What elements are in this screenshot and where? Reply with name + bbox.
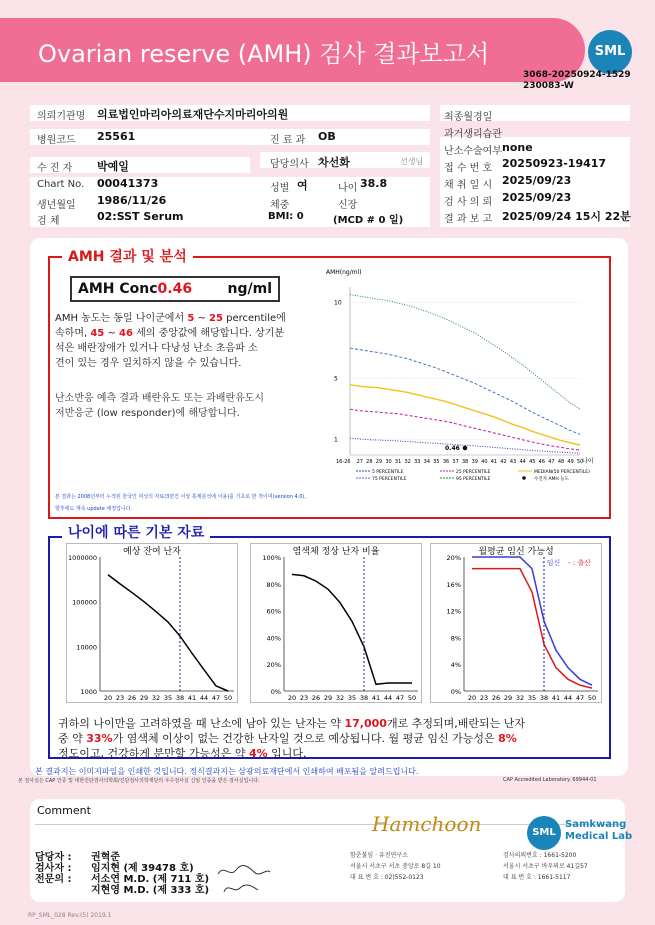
y-tick-label: 1000000 [68, 554, 97, 562]
legend-label: 75 PERCENTILE [372, 477, 407, 482]
amh-conc-label: AMH Conc [78, 281, 158, 297]
staff-name: 임지현 (제 39478 호) [91, 863, 194, 874]
x-tick-label: 41 [187, 694, 197, 702]
height-label: 신장 [338, 200, 358, 211]
doc-number [523, 70, 631, 92]
patient-point [463, 446, 468, 451]
age-low: 45 [90, 328, 105, 339]
y-tick-label: 100% [262, 554, 281, 562]
x-tick-label: 40 [481, 459, 488, 465]
x-tick-label: 35 [347, 694, 357, 702]
y-tick-label: 20% [446, 554, 461, 562]
x-tick-label: 16-26 [336, 459, 351, 465]
x-tick-label: 23 [299, 694, 309, 702]
accession-label: 접 수 번 호 [444, 163, 493, 174]
amh-note-2: 향후에도 계속 update 예정입니다. [55, 506, 133, 512]
x-tick-label: 36 [442, 459, 450, 465]
specimen-value: 02:SST Serum [97, 210, 184, 223]
x-tick-label: 20 [467, 694, 477, 702]
x-tick-label: 29 [503, 694, 513, 702]
series-line [350, 295, 580, 410]
x-tick-label: 44 [199, 694, 209, 702]
x-tick-label: 29 [139, 694, 149, 702]
x-tick-label: 50 [407, 694, 417, 702]
legend-point-swatch [522, 476, 526, 480]
legend-label: 95 PERCENTILE [456, 477, 491, 482]
legend-label: MEDIAN(50 PERCENTILE) [534, 470, 590, 475]
chart-title: 염색체 정상 난자 비율 [292, 547, 380, 557]
dob-label: 생년월일 [37, 200, 76, 211]
sml-tel: 검사의뢰번호 : 1661-5200 [503, 852, 577, 859]
difficulty-label: 난소수술여부 [444, 146, 502, 157]
legend-pregnancy: - 임신 [542, 559, 561, 567]
signature-image [214, 860, 274, 900]
doc-number-1: 3068-20250924-1529 [523, 70, 631, 80]
x-tick-label: 30 [385, 459, 392, 465]
x-tick-label: 20 [103, 694, 113, 702]
dept-value: OB [318, 130, 336, 143]
y-tick-label: 60% [266, 607, 281, 616]
x-tick-label: 29 [375, 459, 383, 465]
normal-pct-value: 33% [86, 732, 113, 745]
amh-conc-value: 0.46 [157, 281, 193, 297]
chart-frame [251, 544, 422, 703]
y-tick-label: 10000 [76, 643, 97, 652]
x-tick-label: 47 [548, 459, 555, 465]
sex-label: 성별 [270, 183, 290, 194]
specimen-label: 검 체 [37, 216, 60, 227]
past-history-label: 과거생리습관 [444, 129, 502, 140]
x-tick-label: 45 [529, 459, 536, 465]
report-value: 2025/09/24 15시 22분 [502, 210, 631, 223]
hamchoon-reg: 함춘불임 · 유전연구소 [350, 852, 408, 859]
x-tick-label: 32 [151, 694, 161, 702]
y-tick-label: 100000 [72, 598, 97, 607]
mcd: (MCD # 0 일) [333, 215, 404, 226]
percentile-high: 25 [209, 313, 223, 324]
staff-name: 지현영 M.D. (제 333 호) [91, 885, 210, 896]
y-tick-label: 16% [446, 580, 461, 589]
x-tick-label: 32 [515, 694, 525, 702]
y-tick-label: 8% [450, 634, 461, 643]
chart-frame [67, 544, 238, 703]
chart-value: 00041373 [97, 177, 159, 190]
x-tick-label: 50 [223, 694, 233, 702]
difficulty-value: none [502, 141, 533, 154]
hospital-code-label: 병원코드 [37, 135, 76, 146]
x-tick-label: 26 [127, 694, 137, 702]
x-tick-label: 48 [557, 459, 565, 465]
x-tick-label: 50 [577, 459, 584, 465]
doctor-suffix: 선생님 [400, 157, 424, 166]
age-label: 나이 [338, 183, 358, 194]
y-tick-label: 5 [334, 375, 338, 383]
legend-birth: - : 출산 [568, 559, 591, 567]
x-tick-label: 44 [383, 694, 393, 702]
chart-frame [431, 544, 602, 703]
report-label: 결 과 보 고 [444, 214, 493, 225]
x-tick-label: 43 [509, 459, 517, 465]
x-tick-label: 20 [287, 694, 297, 702]
x-tick-label: 44 [563, 694, 573, 702]
y-tick-label: 80% [266, 580, 281, 589]
y-tick-label: 40% [266, 634, 281, 643]
x-tick-label: 46 [538, 459, 546, 465]
x-tick-label: 28 [366, 459, 373, 465]
hospital-code-value: 25561 [97, 130, 136, 143]
monthly-pregnancy-chart [430, 543, 602, 703]
amh-conc-box [70, 276, 280, 302]
form-number: RP_SML_028 Rev.(5) 2019.1 [28, 912, 112, 919]
age-high: 46 [119, 328, 133, 339]
x-tick-label: 23 [479, 694, 489, 702]
name-label: 수 진 자 [37, 163, 73, 174]
weight-label: 체중 [270, 200, 290, 211]
amh-percentile-chart [322, 265, 604, 490]
comment-label: Comment [37, 804, 91, 817]
series-line [350, 385, 580, 445]
institution-value: 의료법인마리아의료재단수지마리아의원 [97, 108, 289, 121]
x-tick-label: 33 [414, 459, 421, 465]
doc-number-2: 230083-W [523, 81, 574, 91]
strip-code [30, 129, 430, 145]
y-tick-label: 12% [446, 607, 461, 616]
sml-footer-logo: SML [527, 816, 561, 850]
y-tick-label: 1000 [80, 688, 97, 696]
y-tick-label: 0% [450, 688, 461, 696]
amh-analysis-text: AMH 농도는 동일 나이군에서 5 ~ 25 percentile에 속하며, 45 ~ 46 세의 중앙값에 해당합니다. 상기분 석은 배란장애가 있거나 다낭성 난소 초음파 소 견이 있는 경우 일치하지 않을 수 있습니다. [55, 313, 286, 369]
doctor-label: 담당의사 [270, 159, 309, 170]
x-tick-label: 35 [527, 694, 537, 702]
amh-y-axis-label: AMH(ng/ml) [326, 269, 362, 276]
amh-section-title: AMH 결과 및 분석 [62, 246, 193, 266]
staff-name: 서소연 M.D. (제 711 호) [91, 874, 210, 885]
x-tick-label: 44 [519, 459, 526, 465]
x-tick-label: 32 [404, 459, 411, 465]
hamchoon-address: 서울시 서초구 서초 중앙로 8길 10 [350, 863, 441, 870]
hamchoon-logo: Hamchoon [372, 812, 482, 836]
series-line [350, 409, 580, 450]
accession-value: 20250923-19417 [502, 157, 607, 170]
amh-unit: ng/ml [227, 281, 272, 297]
chart-title: 예상 잔여 난자 [123, 547, 181, 557]
cap-note: 본 검사실은 CAP 인증 및 대한진단검사의학회/진단검사의학재단의 우수검사실 신임 인증을 받은 검사실입니다. [18, 778, 260, 784]
test-value: 2025/09/23 [502, 191, 572, 204]
age-value: 38.8 [360, 177, 388, 190]
x-tick-label: 35 [163, 694, 173, 702]
x-tick-label: 38 [462, 459, 469, 465]
x-tick-label: 38 [539, 694, 549, 702]
collect-value: 2025/09/23 [502, 174, 572, 187]
x-tick-label: 42 [500, 459, 507, 465]
x-tick-label: 47 [575, 694, 585, 702]
x-tick-label: 29 [323, 694, 333, 702]
dept-label: 진 료 과 [270, 135, 306, 146]
x-tick-label: 34 [423, 459, 431, 465]
age-summary-text: 귀하의 나이만을 고려하였을 때 난소에 남아 있는 난자는 약 17,000개로 추정되며,배란되는 난자 중 약 33%가 염색체 이상이 없는 건강한 난자일 것으로 예상됩니다. 월 평균 임신 가능성은 8% 정도이고, 건강하게 분만할 가능성은 약 4% 입니다. [58, 717, 525, 760]
responder-text: 난소반응 예측 결과 배란유도 또는 과배란유도시 저반응군 (low responder)에 해당합니다. [55, 393, 265, 419]
percentile-low: 5 [187, 313, 195, 324]
legend-label: 25 PERCENTILE [456, 470, 491, 475]
eggs-value: 17,000 [344, 717, 387, 730]
y-tick-label: 1 [334, 436, 338, 444]
x-tick-label: 38 [175, 694, 185, 702]
sml-logo: SML [588, 30, 632, 74]
age-section-title: 나이에 따른 기본 자료 [62, 522, 210, 542]
legend-label: 수진자 AMH 농도 [534, 477, 569, 482]
x-tick-label: 32 [335, 694, 345, 702]
x-tick-label: 47 [211, 694, 221, 702]
x-tick-label: 27 [356, 459, 363, 465]
x-tick-label: 26 [311, 694, 321, 702]
chart-title: 월평균 임신 가능성 [478, 547, 554, 557]
x-tick-label: 41 [551, 694, 561, 702]
institution-label: 의뢰기관명 [37, 111, 86, 122]
x-tick-label: 38 [359, 694, 369, 702]
preg-pct-value: 8% [498, 732, 517, 745]
amh-note-1: 본 결과는 2008년부터 누적된 한국인 여성의 자료(3만건 이상 통계분석에 이용)를 기초로 한 것이며(version 4.0), [55, 494, 306, 500]
sml-fax: 대 표 번 호 : 1661-5117 [503, 874, 571, 881]
collect-label: 채 취 일 시 [444, 180, 493, 191]
x-tick-label: 49 [567, 459, 574, 465]
birth-pct-value: 4% [249, 747, 268, 760]
x-tick-label: 37 [452, 459, 459, 465]
sex-value: 여 [297, 179, 308, 192]
test-label: 검 사 의 뢰 [444, 197, 493, 208]
image-warning: 본 결과지는 이미지파일을 인쇄한 것입니다. 정식결과지는 삼광의료재단에서 인쇄하여 배포됨을 알려드립니다. [35, 767, 419, 776]
hamchoon-tel: 대 표 번 호 : 02)552-0123 [350, 874, 424, 881]
x-tick-label: 47 [395, 694, 405, 702]
staff-list: 담당자 : 권혁준 검사자 : 임지현 (제 39478 호) 전문의 : 서소연 M.D. (제 711 호) 지현영 M.D. (제 333 호) [35, 852, 210, 896]
chart-label: Chart No. [37, 179, 85, 190]
series-line [350, 348, 580, 434]
report-title: Ovarian reserve (AMH) 검사 결과보고서 [38, 40, 490, 68]
last-menses-label: 최종월경일 [444, 112, 493, 123]
x-tick-label: 31 [394, 459, 402, 465]
y-tick-label: 20% [266, 661, 281, 670]
y-tick-label: 10 [334, 299, 342, 307]
y-tick-label: 4% [450, 661, 461, 670]
normal-egg-ratio-chart [250, 543, 422, 703]
name-value: 박예일 [97, 160, 129, 173]
dob-value: 1986/11/26 [97, 194, 167, 207]
x-tick-label: 41 [490, 459, 498, 465]
x-tick-label: 23 [115, 694, 125, 702]
doctor-value: 차선화 [318, 156, 350, 169]
x-axis-label: 나이 [582, 458, 594, 465]
sml-name: Samkwang Medical Lab [565, 819, 633, 842]
x-tick-label: 39 [471, 459, 478, 465]
remaining-eggs-chart [66, 543, 238, 703]
y-tick-label: 0% [270, 688, 281, 696]
x-tick-label: 26 [491, 694, 501, 702]
patient-point-label: 0.46 [445, 444, 460, 452]
staff-name: 권혁준 [91, 852, 120, 863]
x-tick-label: 35 [433, 459, 440, 465]
x-tick-label: 41 [371, 694, 381, 702]
bmi: BMI: 0 [268, 211, 304, 222]
cap-number: CAP Accredited Laboratory. 69944-01 [503, 777, 597, 783]
x-tick-label: 50 [587, 694, 597, 702]
legend-label: 5 PERCENTILE [372, 470, 404, 475]
sml-address: 서울시 서초구 바우뫼로 41길57 [503, 863, 588, 870]
